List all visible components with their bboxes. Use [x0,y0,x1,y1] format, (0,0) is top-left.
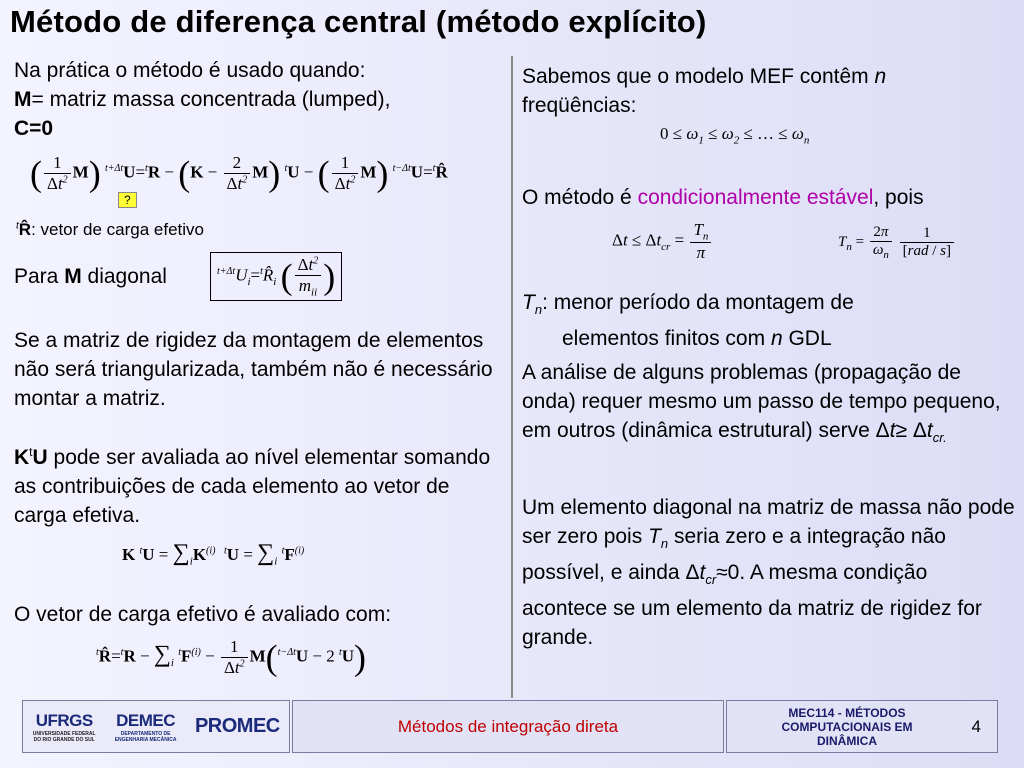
page-number: 4 [971,716,981,736]
frequency-ordering: $0 \le \omega_1 \le \omega_2$ ≤ … ≤ $\omega_n$ [660,124,810,147]
para-m-diagonal: Para M diagonal [14,265,167,288]
element-sum-equation: K $^tU = \sum_iK^{(i)}$ $^tU = \sum_i$ $^tF^{(i)}$ [122,540,305,568]
promec-logo: PROMEC [194,715,280,737]
stability-text: O método é condicionalmente estável, pois [522,186,924,209]
slide-title: Método de diferença central (método explícito) [10,4,707,39]
period-equation: $T_n$ = $\frac{2\pi}{\omega_n}$ $\frac{1}{\text{[rad / s]}}$ [838,224,956,261]
tn-description: $T_n$: menor período da montagem de elementos finitos com n GDL [522,291,854,351]
intro-text: Na prática o método é usado quando: M= matriz massa concentrada (lumped), C=0 [14,59,391,140]
ktu-paragraph: $K^tU$ pode ser avaliada ao nível elementar somando as contribuições de cada elemento ao vetor de carga efetiva. [14,445,491,527]
diagonal-solution-equation: $^{t+\Delta t}U_i=^tR̂_i$ ( $\frac{\Delta t^2}{m_{ii}}$ ) [210,252,342,301]
question-marker: ? [118,191,137,209]
effective-load-equation: $^t$R̂=$^t$R − $\sum_i$ $^tF^{(i)}$ − $\frac{1}{\Delta t^2}$ M($^{t-\Delta t}$U − 2 $^t$U) [96,637,367,678]
frequencies-text: Sabemos que o modelo MEF contêm n freqüências: [522,65,887,117]
footer-topic-label: Métodos de integração direta [397,716,619,736]
footer-topic [292,700,724,753]
effective-load-text: O vetor de carga efetivo é avaliado com: [14,603,392,626]
time-step-paragraph: A análise de alguns problemas (propagação de onda) requer mesmo um passo de tempo pequeno, em outros (dinâmica estrutural) serve $\Delta t\ge \Delta t_{cr.}$ [522,361,1001,446]
diagonal-element-paragraph: Um elemento diagonal na matriz de massa não pode ser zero pois $T_n$ seria zero e a integração não possível, e ainda $\Delta t_{cr}\approx 0$. A mesma condição acontece se um elemento da matriz de rigidez for grande. [522,496,1015,650]
footer-course [726,700,998,753]
central-difference-equation: ( $\frac{1}{\Delta t^2}$ M) $^{t+\Delta t}$U=$^t$R − (K − $\frac{2}{\Delta t^2}$ M) $^t$U − ( $\frac{1}{\Delta t^2}$ M) $^{t-\Delta t}$U=$^t$R̂ [30,153,448,194]
footer-logos [22,700,290,753]
demec-logo: DEMEC DEPARTAMENTO DE ENGENHARIA MECÂNICA [114,710,177,743]
stiffness-paragraph: Se a matriz de rigidez da montagem de elementos não será triangularizada, também não é necessário montar a matriz. [14,329,493,410]
r-hat-description: $^t$R̂: vetor de carga efetivo [16,220,204,239]
slide-footer [22,700,1002,755]
ufrgs-logo: UFRGS UNIVERSIDADE FEDERAL DO RIO GRANDE DO SUL [32,710,96,743]
course-name: MEC114 - MÉTODOS COMPUTACIONAIS EM DINÂMICA [781,705,913,748]
column-divider [511,56,513,698]
critical-timestep-equation: $\Delta t \le \Delta t_{cr}$ = $\frac{T_n}{\pi}$ [612,220,713,263]
